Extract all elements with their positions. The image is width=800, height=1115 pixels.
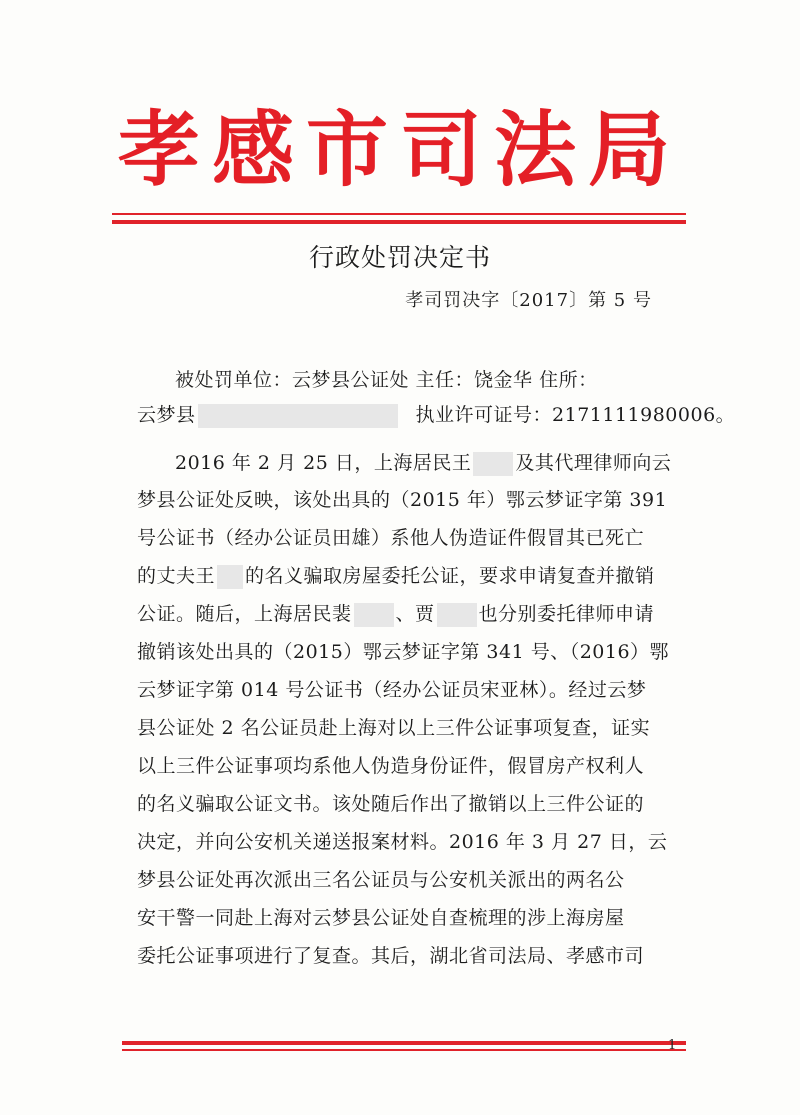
body-text: 也分别委托律师申请 (478, 603, 655, 625)
body-line-10: 的名义骗取公证文书。该处随后作出了撤销以上三件公证的 (137, 793, 645, 815)
document-title: 行政处罚决定书 (308, 243, 491, 272)
redacted-name (437, 603, 477, 627)
body-line-8: 县公证处 2 名公证员赴上海对以上三件公证事项复查，证实 (137, 717, 651, 739)
redacted-name (217, 565, 243, 589)
license-number: 执业许可证号：2171111980006。 (415, 404, 736, 426)
body-line-12: 梦县公证处再次派出三名公证员与公安机关派出的两名公 (137, 869, 625, 891)
body-line-1 (175, 449, 685, 477)
body-text: 及其代理律师向云 (515, 452, 672, 474)
party-line-2 (137, 401, 736, 429)
body-line-3: 号公证书（经办公证员田雄）系他人伪造证件假冒其已死亡 (137, 527, 645, 549)
body-text: 、贾 (395, 603, 435, 625)
redacted-name (354, 603, 394, 627)
body-text: 的丈夫王 (137, 565, 216, 587)
body-line-5 (137, 600, 685, 628)
body-text: 2016 年 2 月 25 日，上海居民王 (175, 452, 472, 474)
body-line-14: 委托公证事项进行了复查。其后，湖北省司法局、孝感市司 (137, 945, 645, 967)
body-line-11: 决定，并向公安机关递送报案材料。2016 年 3 月 27 日，云 (137, 831, 668, 853)
body-line-6: 撤销该处出具的（2015）鄂云梦证字第 341 号、（2016）鄂 (137, 641, 670, 663)
footer-rule-thick (122, 1041, 686, 1045)
letterhead-rule-thin (112, 213, 686, 215)
body-line-13: 安干警一同赴上海对云梦县公证处自查梳理的涉上海房屋 (137, 907, 625, 929)
redacted-address (198, 404, 398, 428)
page-number: 1 (668, 1038, 677, 1053)
redacted-name (473, 452, 513, 476)
party-line-1: 被处罚单位：云梦县公证处 主任：饶金华 住所： (175, 369, 598, 391)
body-line-4 (137, 562, 685, 590)
body-line-7: 云梦证字第 014 号公证书（经办公证员宋亚林）。经过云梦 (137, 679, 647, 701)
footer-rule-thin (122, 1049, 686, 1051)
body-text: 公证。随后，上海居民裴 (137, 603, 352, 625)
body-line-9: 以上三件公证事项均系他人伪造身份证件，假冒房产权利人 (137, 755, 645, 777)
address-prefix: 云梦县 (137, 404, 196, 426)
document-number: 孝司罚决字〔2017〕第 5 号 (405, 290, 652, 311)
letterhead-rule-thick (112, 220, 686, 224)
body-line-2: 梦县公证处反映，该处出具的（2015 年）鄂云梦证字第 391 (137, 489, 668, 511)
letterhead-org-name: 孝感市司法局 (117, 102, 682, 198)
body-text: 的名义骗取房屋委托公证，要求申请复查并撤销 (245, 565, 655, 587)
